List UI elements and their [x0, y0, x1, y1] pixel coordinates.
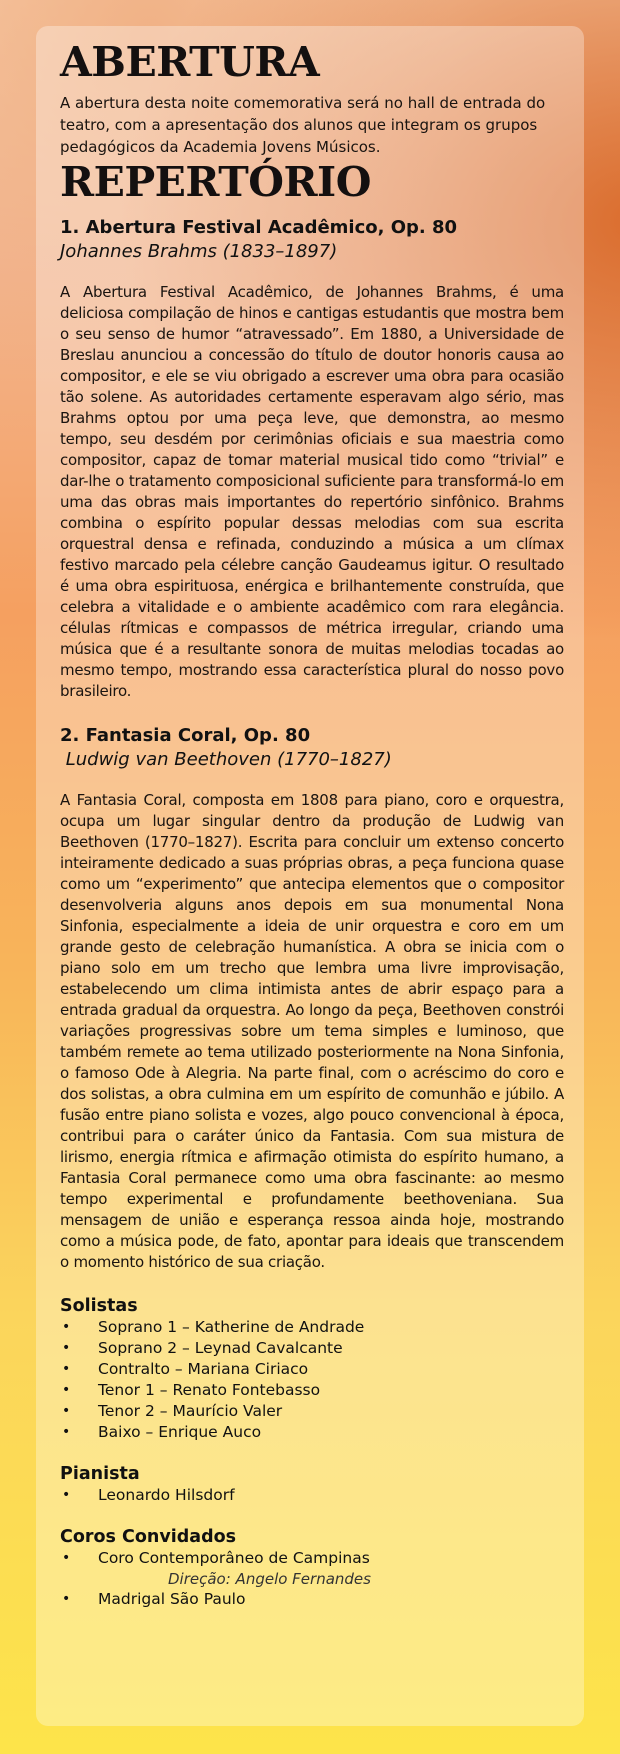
program-content [60, 38, 564, 1610]
list-item [60, 1401, 564, 1422]
bullet-icon: • [62, 1361, 71, 1377]
pianist-heading: Pianista [60, 1464, 140, 1484]
soloists-section [60, 1295, 564, 1443]
bullet-icon: • [62, 1591, 71, 1607]
abertura-heading: ABERTURA [60, 38, 320, 86]
soloist-name: Tenor 1 – Renato Fontebasso [98, 1381, 321, 1399]
list-item [60, 1548, 564, 1569]
work-1 [60, 216, 564, 702]
soloists-heading: Solistas [60, 1296, 138, 1316]
bullet-icon: • [62, 1487, 71, 1503]
work-1-title: 1. Abertura Festival Acadêmico, Op. 80 [60, 217, 458, 238]
bullet-icon: • [62, 1424, 71, 1440]
soloists-list [60, 1317, 564, 1443]
soloist-name: Soprano 1 – Katherine de Andrade [98, 1318, 365, 1336]
bullet-icon: • [62, 1319, 71, 1335]
work-2-description: A Fantasia Coral, composta em 1808 para piano, coro e orquestra, ocupa um lugar singular dentro da produção de Ludwig van Beethoven (1770–1827). Escrita para concluir um extenso concerto inteiramente dedicado a suas próprias obras, a peça funciona quase como um “experimento” que antecipa elementos que o compositor desenvolveria alguns anos depois em sua monumental Nona Sinfonia, especialmente a ideia de unir orquestra e coro em um grande gesto de celebração humanística. A obra se inicia com o piano solo em um trecho que lembra uma livre improvisação, estabelecendo um clima intimista antes de abrir espaço para a entrada gradual da orquestra. Ao longo da peça, Beethoven constrói variações progressivas sobre um tema simples e luminoso, que também remete ao tema utilizado posteriormente na Nona Sinfonia, o famoso Ode à Alegria. Na parte final, com o acréscimo do coro e dos solistas, a obra culmina em um espírito de comunhão e júbilo. A fusão entre piano solista e vozes, algo pouco convencional à época, contribui para o caráter único da Fantasia. Com sua mistura de lirismo, energia rítmica e afirmação otimista do espírito humano, a Fantasia Coral permanece como uma obra fascinante: ao mesmo tempo experimental e profundamente beethoveniana. Sua mensagem de união e esperança ressoa ainda hoje, mostrando como a música pode, de fato, apontar para ideais que transcendem o momento histórico de sua criação. [60, 791, 564, 1271]
choir-name: Coro Contemporâneo de Campinas [98, 1549, 370, 1567]
soloist-name: Tenor 2 – Maurício Valer [98, 1402, 283, 1420]
soloist-name: Contralto – Mariana Ciriaco [98, 1360, 309, 1378]
choirs-list [60, 1548, 564, 1610]
bullet-icon: • [62, 1550, 71, 1566]
list-item [60, 1338, 564, 1359]
pianist-list [60, 1485, 564, 1506]
abertura-text: A abertura desta noite comemorativa será no hall de entrada do teatro, com a apresentação dos alunos que integram os grupos pedagógicos da Academia Jovens Músicos. [60, 94, 546, 156]
pianist-section [60, 1463, 564, 1506]
work-2 [60, 724, 564, 1273]
choirs-section [60, 1526, 564, 1610]
choirs-heading: Coros Convidados [60, 1527, 237, 1547]
pianist-name: Leonardo Hilsdorf [98, 1486, 235, 1504]
list-item [60, 1359, 564, 1380]
bullet-icon: • [62, 1382, 71, 1398]
choir-name: Madrigal São Paulo [98, 1590, 246, 1608]
soloist-name: Soprano 2 – Leynad Cavalcante [98, 1339, 343, 1357]
list-item [60, 1422, 564, 1443]
repertorio-heading: REPERTÓRIO [60, 158, 371, 206]
list-item [60, 1485, 564, 1506]
soloist-name: Baixo – Enrique Auco [98, 1423, 262, 1441]
work-1-description: A Abertura Festival Acadêmico, de Johannes Brahms, é uma deliciosa compilação de hinos e cantigas estudantis que mostra bem o seu senso de humor “atravessado”. Em 1880, a Universidade de Breslau anunciou a concessão do título de doutor honoris causa ao compositor, e ele se viu obrigado a escrever uma obra para ocasião tão solene. As autoridades certamente esperavam algo sério, mas Brahms optou por uma peça leve, que demonstra, ao mesmo tempo, seu desdém por cerimônias oficiais e sua maestria como compositor, capaz de tomar material musical tido como “trivial” e dar-lhe o tratamento composicional suficiente para transformá-lo em uma das obras mais importantes do repertório sinfônico. Brahms combina o espírito popular dessas melodias com sua escrita orquestral densa e refinada, conduzindo a música a um clímax festivo marcado pela célebre canção Gaudeamus igitur. O resultado é uma obra espirituosa, enérgica e brilhantemente construída, que celebra a vitalidade e o ambiente acadêmico com rara elegância. células rítmicas e compassos de métrica irregular, criando uma música que é a resultante sonora de muitas melodias tocadas ao mesmo tempo, mostrando essa característica plural do nosso povo brasileiro. [60, 283, 564, 700]
bullet-icon: • [62, 1340, 71, 1356]
choir-director-credit: Direção: Angelo Fernandes [168, 1570, 371, 1588]
list-item [60, 1589, 564, 1610]
list-item [60, 1380, 564, 1401]
list-item [60, 1317, 564, 1338]
work-2-title: 2. Fantasia Coral, Op. 80 [60, 725, 311, 746]
work-2-composer: Ludwig van Beethoven (1770–1827) [60, 749, 392, 770]
bullet-icon: • [62, 1403, 71, 1419]
work-1-composer: Johannes Brahms (1833–1897) [60, 241, 338, 262]
